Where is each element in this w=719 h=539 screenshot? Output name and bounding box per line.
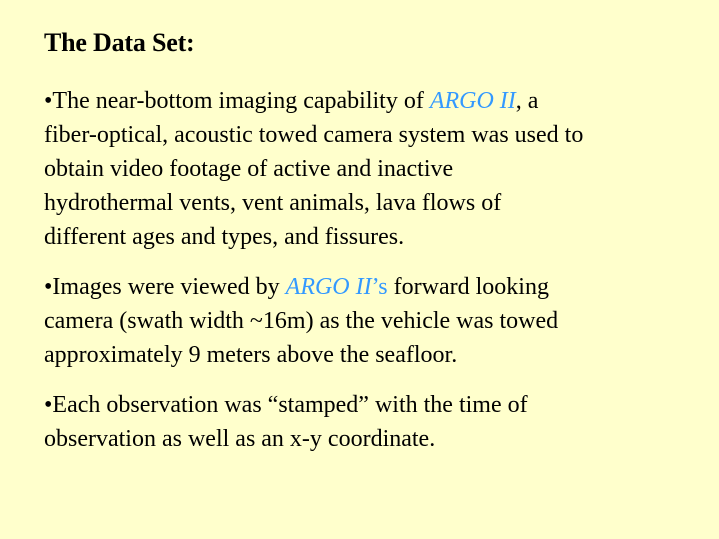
bullet-line: camera (swath width ~16m) as the vehicle was towed: [44, 308, 559, 334]
argo-ii-possessive: ’s: [371, 274, 388, 300]
slide-title: The Data Set:: [44, 28, 195, 57]
argo-ii-highlight: ARGO II: [285, 274, 372, 300]
bullet-line: approximately 9 meters above the seafloor.: [44, 342, 458, 368]
bullet-line: hydrothermal vents, vent animals, lava flows of: [44, 190, 502, 216]
bullet-text: forward looking: [387, 274, 549, 300]
bullet-line: fiber-optical, acoustic towed camera system was used to: [44, 122, 584, 148]
bullet-line: different ages and types, and fissures.: [44, 224, 405, 250]
bullet-item-observation: [44, 388, 684, 456]
bullet-item-imaging: [44, 84, 684, 254]
bullet-text: , a: [515, 88, 539, 114]
bullet-line: obtain video footage of active and inactive: [44, 156, 454, 182]
bullet-text: Images were viewed by: [52, 274, 286, 300]
bullet-line: [44, 84, 684, 118]
bullet-item-camera: [44, 270, 684, 372]
bullet-text: Each observation was “stamped” with the time of: [52, 392, 528, 418]
argo-ii-highlight: ARGO II: [429, 88, 516, 114]
bullet-symbol: •: [44, 392, 53, 418]
bullet-list: [44, 84, 684, 472]
bullet-symbol: •: [44, 88, 53, 114]
bullet-text: The near-bottom imaging capability of: [52, 88, 430, 114]
bullet-line: [44, 270, 684, 304]
bullet-line: [44, 388, 684, 422]
bullet-line: observation as well as an x-y coordinate.: [44, 426, 436, 452]
bullet-symbol: •: [44, 274, 53, 300]
